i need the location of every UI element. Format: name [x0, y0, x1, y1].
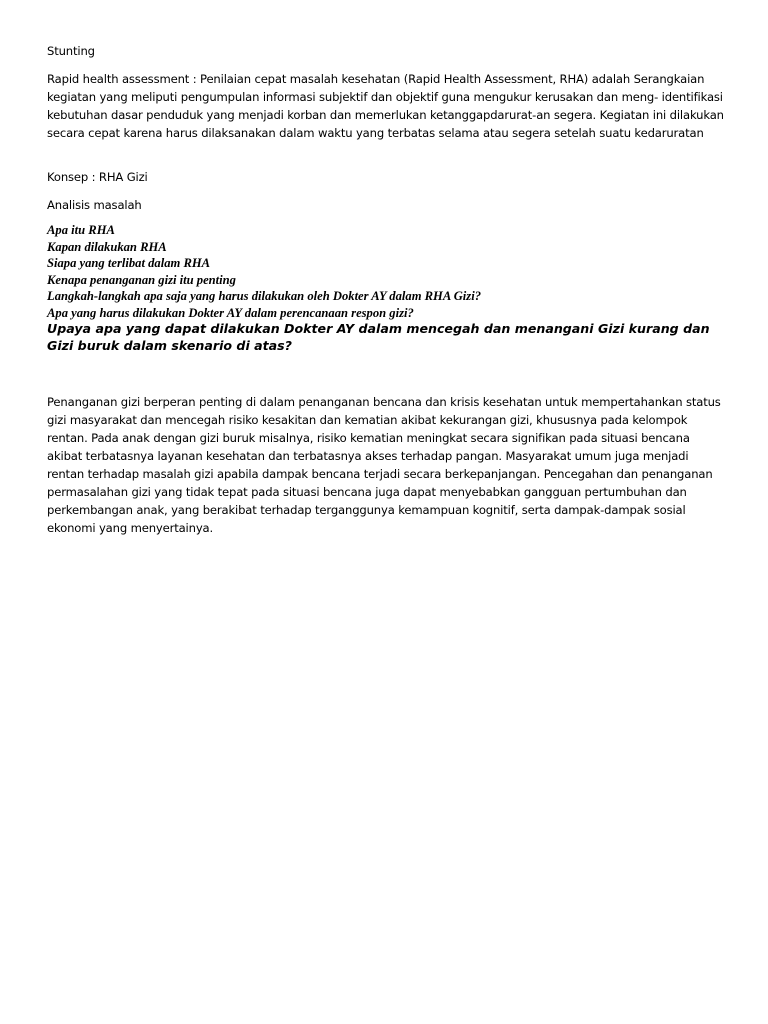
question-item: Siapa yang terlibat dalam RHA [47, 256, 211, 270]
document-title: Stunting [47, 44, 95, 58]
nutrition-paragraph: Penanganan gizi berperan penting di dalam penanganan bencana dan krisis kesehatan untuk mempertahankan status gizi masyarakat dan mencegah risiko kesakitan dan kematian akibat kekurangan gizi, khususnya pada kelompok rentan. Pada anak dengan gizi buruk misalnya, risiko kematian meningkat secara signifikan pada situasi bencana akibat terbatasnya layanan kesehatan dan terbatasnya akses terhadap pangan. Masyarakat umum juga menjadi rentan terhadap masalah gizi apabila dampak bencana terjadi secara berkepanjangan. Pencegahan dan penanganan permasalahan gizi yang tidak tepat pada situasi bencana juga dapat menyebabkan gangguan pertumbuhan dan perkembangan anak, yang berakibat terhadap terganggunya kemampuan kognitif, serta dampak-dampak sosial ekonomi yang menyertainya. [47, 395, 721, 535]
question-list [47, 222, 727, 354]
question-item: Langkah-langkah apa saja yang harus dilakukan oleh Dokter AY dalam RHA Gizi? [47, 289, 481, 303]
question-item: Kenapa penanganan gizi itu penting [47, 272, 236, 287]
analysis-heading: Analisis masalah [47, 198, 142, 212]
question-item: Kapan dilakukan RHA [47, 239, 167, 254]
concept-line: Konsep : RHA Gizi [47, 170, 148, 184]
rha-definition-paragraph: Rapid health assessment : Penilaian cepat masalah kesehatan (Rapid Health Assessment, RHA) adalah Serangkaian kegiatan yang meliputi pengumpulan informasi subjektif dan objektif guna mengukur kerusakan dan meng- identifikasi kebutuhan dasar penduduk yang menjadi korban dan memerlukan ketanggapdarurat-an segera. Kegiatan ini dilakukan secara cepat karena harus dilaksanakan dalam waktu yang terbatas selama atau segera setelah suatu kedaruratan [47, 72, 724, 140]
question-item: Apa yang harus dilakukan Dokter AY dalam perencanaan respon gizi? [47, 305, 414, 320]
question-item: Apa itu RHA [47, 223, 115, 237]
question-item: Upaya apa yang dapat dilakukan Dokter AY dalam mencegah dan menangani Gizi kurang dan Gizi buruk dalam skenario di atas? [47, 321, 710, 353]
